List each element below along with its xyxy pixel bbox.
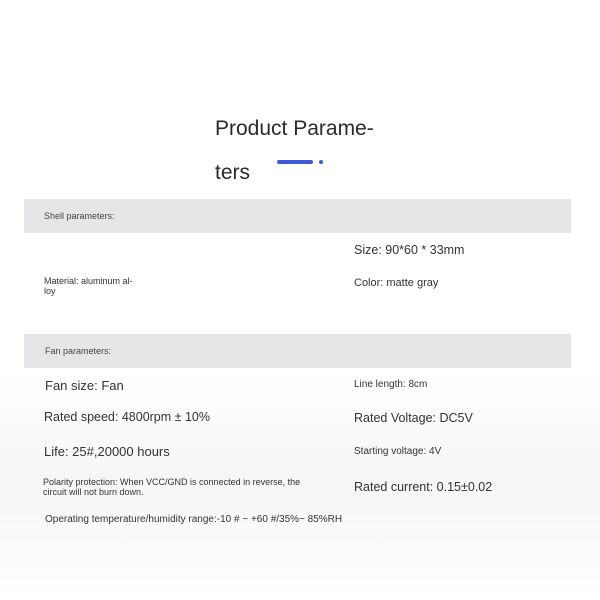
fan-operating-range: Operating temperature/humidity range:-10 # ~ +60 #/35%~ 85%RH — [45, 514, 343, 525]
title-accent-bar — [277, 160, 313, 164]
shell-size: Size: 90*60 * 33mm — [354, 243, 465, 257]
fan-rated-speed: Rated speed: 4800rpm ± 10% — [44, 410, 210, 424]
shell-parameters-label: Shell parameters: — [44, 211, 115, 221]
fan-size: Fan size: Fan — [45, 378, 124, 393]
fan-parameters-header — [24, 334, 571, 368]
page-title — [215, 96, 405, 206]
fan-polarity-protection — [43, 477, 300, 497]
page-title-line-2: ters — [215, 161, 251, 184]
shell-parameters-header — [24, 199, 571, 233]
shell-material-line-1: Material: aluminum al- — [44, 276, 133, 286]
page-title-line-1: Product Parame- — [215, 117, 374, 140]
shell-material-line-2: loy — [44, 286, 56, 296]
fan-parameters-label: Fan parameters: — [45, 346, 112, 356]
shell-material — [44, 276, 133, 296]
fan-polarity-line-1: Polarity protection: When VCC/GND is connected in reverse, the — [43, 477, 301, 487]
fan-starting-voltage: Starting voltage: 4V — [354, 446, 442, 457]
fan-life: Life: 25#,20000 hours — [44, 444, 170, 459]
fan-polarity-line-2: circuit will not burn down. — [43, 487, 144, 497]
fan-line-length: Line length: 8cm — [354, 379, 428, 390]
fan-rated-voltage: Rated Voltage: DC5V — [354, 411, 473, 425]
fan-rated-current: Rated current: 0.15±0.02 — [354, 480, 493, 494]
title-accent-dot — [319, 160, 323, 164]
shell-color: Color: matte gray — [354, 277, 439, 289]
